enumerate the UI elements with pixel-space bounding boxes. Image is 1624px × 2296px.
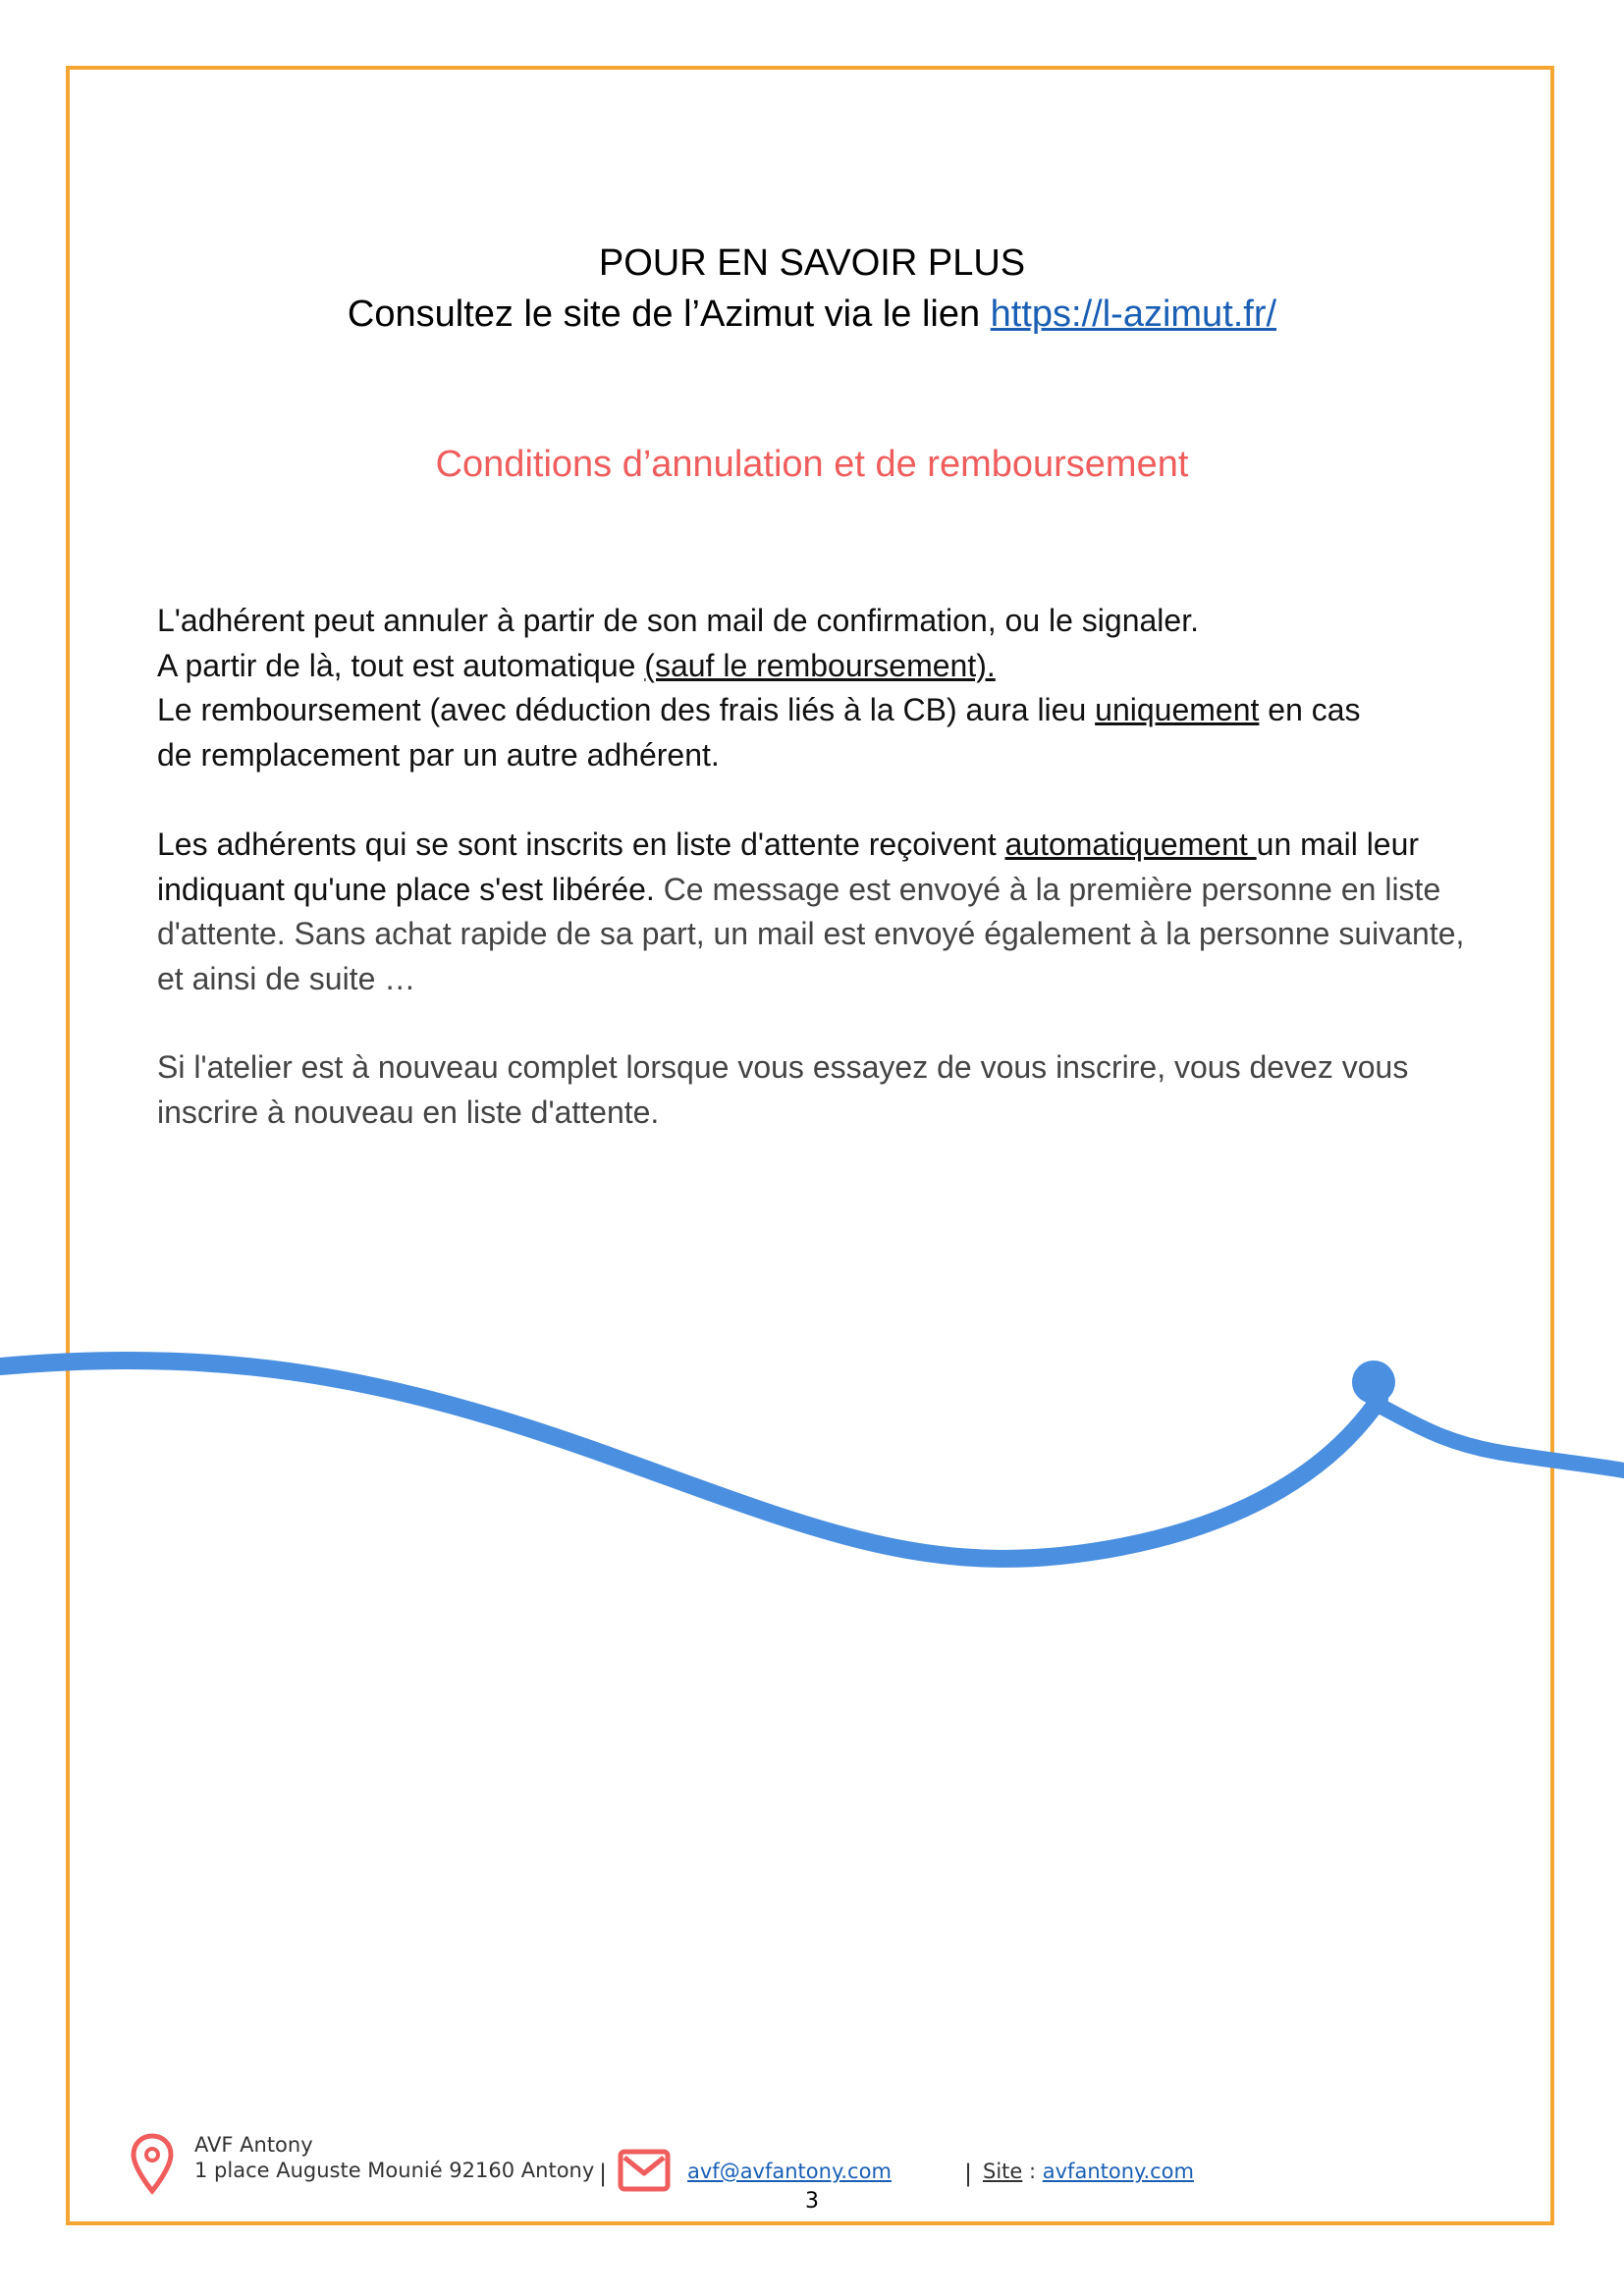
wave-line-tail [1380, 1406, 1624, 1470]
line2-text: A partir de là, tout est automatique [157, 647, 645, 683]
paragraph-waiting-list [157, 823, 1473, 1001]
org-address: 1 place Auguste Mounié 92160 Antony [194, 2159, 595, 2182]
page-border [66, 66, 1554, 2225]
page-number: 3 [805, 2189, 819, 2214]
site-link[interactable]: avfantony.com [1042, 2160, 1194, 2183]
site-label: Site [983, 2160, 1023, 2183]
wave-loop-knot [1352, 1361, 1395, 1404]
page-title [0, 238, 1624, 340]
footer-address-block [194, 2132, 594, 2183]
footer [0, 2120, 1624, 2218]
line3-underlined: uniquement [1095, 692, 1260, 727]
waitlist-text-3: leur indiquant qu'une place s'est libérée. [157, 827, 1420, 907]
waitlist-underlined: automatiquement [1004, 827, 1257, 862]
cancellation-line-3 [157, 688, 1473, 733]
waitlist-text-2: un mail [1256, 827, 1358, 862]
line2-underlined: (sauf le remboursement). [644, 647, 996, 683]
site-colon: : [1022, 2160, 1043, 2183]
title-subtitle [0, 289, 1624, 340]
line3-suffix: en cas [1259, 692, 1361, 727]
paragraph-full-again: Si l'atelier est à nouveau complet lorsque vous essayez de vous inscrire, vous devez vous inscrire à nouveau en liste d'attente. [157, 1049, 1409, 1130]
section-heading: Conditions d’annulation et de remboursement [435, 444, 1189, 485]
subtitle-text: Consultez le site de l’Azimut via le lien [347, 294, 991, 335]
mail-icon [617, 2148, 672, 2193]
cancellation-line-1: L'adhérent peut annuler à partir de son mail de confirmation, ou le signaler. [157, 603, 1199, 638]
decorative-wave [0, 1306, 1624, 1600]
title-heading: POUR EN SAVOIR PLUS [598, 242, 1026, 284]
email-link[interactable]: avf@avfantony.com [687, 2160, 892, 2183]
wave-line-main [0, 1361, 1380, 1559]
line3-text: Le remboursement (avec déduction des frais liés à la CB) aura lieu [157, 692, 1096, 727]
location-pin-icon [129, 2132, 176, 2195]
footer-site [983, 2160, 1194, 2183]
cancellation-line-2 [157, 644, 1473, 689]
footer-separator: | [599, 2160, 608, 2187]
waitlist-text-1: Les adhérents qui se sont inscrits en liste d'attente reçoivent [157, 827, 1005, 862]
footer-separator-2: | [964, 2160, 973, 2187]
azimut-link[interactable]: https://l-azimut.fr/ [990, 294, 1277, 335]
cancellation-line-4: de remplacement par un autre adhérent. [157, 736, 720, 773]
paragraph-cancellation [157, 599, 1473, 777]
org-name: AVF Antony [194, 2133, 313, 2157]
waitlist-grey-text: Ce message est envoyé à la première personne en liste d'attente. Sans achat rapide de sa part, un mail est envoyé également à la personne suivante, et ainsi de suite … [157, 871, 1465, 996]
